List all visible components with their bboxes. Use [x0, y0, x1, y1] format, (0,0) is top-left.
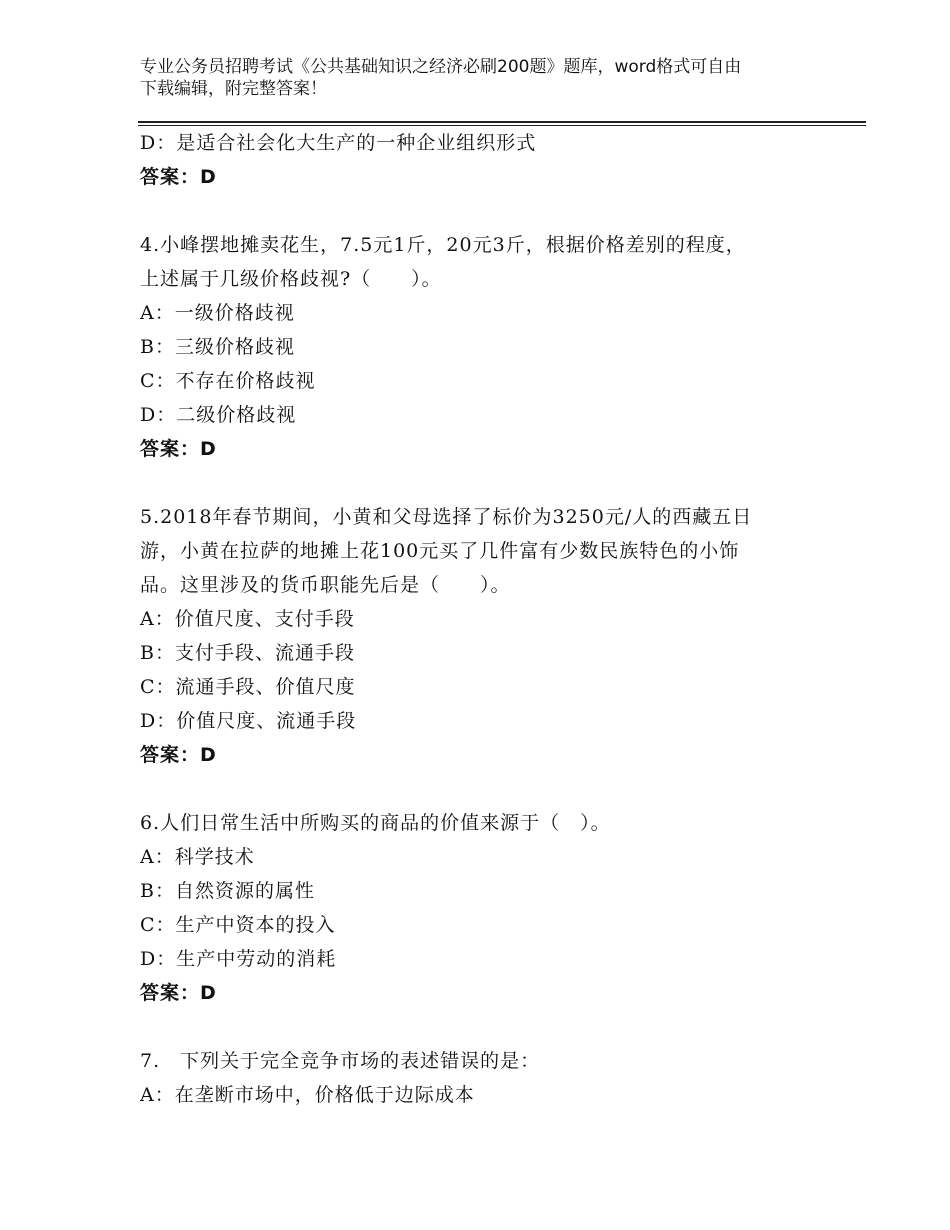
- question-stem: 4.小峰摆地摊卖花生，7.5元1斤，20元3斤，根据价格差别的程度，: [140, 234, 746, 256]
- option-a: A：科学技术: [140, 846, 255, 868]
- option-c: C：流通手段、价值尺度: [140, 676, 356, 698]
- option-d: D：二级价格歧视: [140, 404, 297, 426]
- option-d: D：是适合社会化大生产的一种企业组织形式: [140, 132, 537, 154]
- question-stem: 品。这里涉及的货币职能先后是（ ）。: [140, 574, 511, 596]
- question-stem: 5.2018年春节期间，小黄和父母选择了标价为3250元/人的西藏五日: [140, 506, 753, 528]
- answer: 答案：D: [140, 982, 217, 1004]
- question-stem: 游，小黄在拉萨的地摊上花100元买了几件富有少数民族特色的小饰: [140, 540, 740, 562]
- option-c: C：不存在价格歧视: [140, 370, 316, 392]
- option-d: D：价值尺度、流通手段: [140, 710, 357, 732]
- option-d: D：生产中劳动的消耗: [140, 948, 337, 970]
- option-c: C：生产中资本的投入: [140, 914, 336, 936]
- option-a: A：在垄断市场中，价格低于边际成本: [140, 1084, 475, 1106]
- option-a: A：价值尺度、支付手段: [140, 608, 355, 630]
- option-b: B：自然资源的属性: [140, 880, 315, 902]
- header-line-2: 下载编辑，附完整答案！: [140, 79, 327, 99]
- question-7: [140, 1044, 820, 1112]
- option-a: A：一级价格歧视: [140, 302, 295, 324]
- question-4: [140, 228, 820, 466]
- answer: 答案：D: [140, 166, 217, 188]
- question-stem: 6.人们日常生活中所购买的商品的价值来源于（ ）。: [140, 812, 611, 834]
- header-line-1: 专业公务员招聘考试《公共基础知识之经济必刷200题》题库，word格式可自由: [140, 57, 742, 77]
- question-stem: 上述属于几级价格歧视?（ ）。: [140, 268, 442, 290]
- answer: 答案：D: [140, 744, 217, 766]
- option-b: B：支付手段、流通手段: [140, 642, 355, 664]
- answer: 答案：D: [140, 438, 217, 460]
- document-body: [140, 126, 820, 1112]
- question-5: [140, 500, 820, 772]
- question-6: [140, 806, 820, 1010]
- option-b: B：三级价格歧视: [140, 336, 295, 358]
- question-stem: 7. 下列关于完全竞争市场的表述错误的是：: [140, 1050, 541, 1072]
- header-divider-thick: [138, 121, 866, 123]
- question-3: [140, 126, 820, 194]
- document-header: [140, 56, 820, 100]
